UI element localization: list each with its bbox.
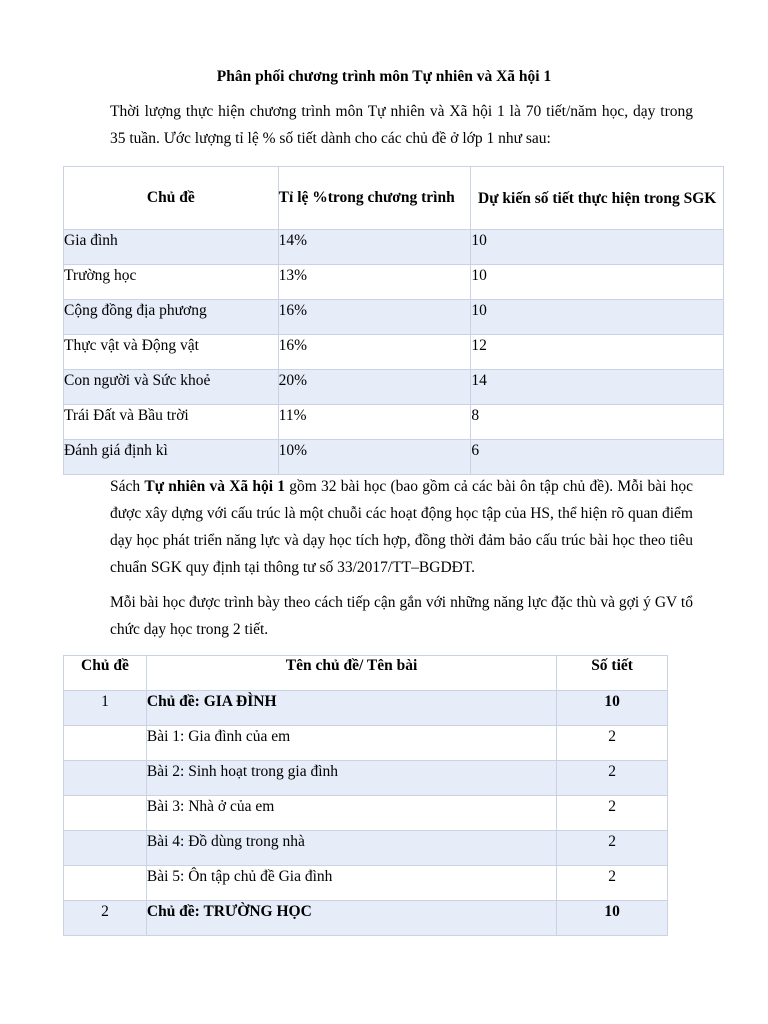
table-cell: 2: [557, 866, 668, 901]
table-cell: Bài 3: Nhà ở của em: [146, 796, 556, 831]
lesson-schedule-table: [63, 655, 668, 936]
table-row: [64, 691, 668, 726]
table-row: [64, 335, 724, 370]
table-cell: Chủ đề: GIA ĐÌNH: [146, 691, 556, 726]
table-cell: Bài 2: Sinh hoạt trong gia đình: [146, 761, 556, 796]
table-cell: Con người và Sức khoẻ: [64, 370, 279, 405]
table-cell: Đánh giá định kì: [64, 440, 279, 475]
table-header-row: [64, 167, 724, 230]
table-cell: 20%: [278, 370, 471, 405]
table-row: [64, 370, 724, 405]
table-cell: 14%: [278, 230, 471, 265]
paragraph-text: gồm 32 bài học (bao gồm cả các bài ôn tập chủ đề). Mỗi bài học được xây dựng với cấu trúc là một chuỗi các hoạt động học tập của HS, thể hiện rõ quan điểm dạy học phát triển năng lực và dạy học tích hợp, đồng thời đảm bảo cấu trúc bài học theo tiêu chuẩn SGK quy định tại thông tư số 33/2017/TT–BGDĐT.: [110, 478, 693, 576]
table-cell: Gia đình: [64, 230, 279, 265]
table-cell: 6: [471, 440, 724, 475]
column-header: Chủ đề: [64, 167, 279, 230]
column-header: Tỉ lệ %trong chương trình: [278, 167, 471, 230]
table-cell: [64, 726, 147, 761]
table-cell: [64, 866, 147, 901]
column-header: Số tiết: [557, 656, 668, 691]
book-description-paragraph: [110, 473, 693, 581]
table-cell: [64, 761, 147, 796]
table-cell: Cộng đồng địa phương: [64, 300, 279, 335]
table-cell: Trái Đất và Bầu trời: [64, 405, 279, 440]
table-cell: 16%: [278, 300, 471, 335]
table-cell: 12: [471, 335, 724, 370]
table-row: [64, 300, 724, 335]
table-row: [64, 761, 668, 796]
table-row: [64, 440, 724, 475]
table-cell: 2: [64, 901, 147, 936]
table-cell: 10%: [278, 440, 471, 475]
table-cell: 2: [557, 726, 668, 761]
table-cell: Bài 4: Đồ dùng trong nhà: [146, 831, 556, 866]
table-cell: 2: [557, 796, 668, 831]
table-cell: 2: [557, 761, 668, 796]
table-cell: 16%: [278, 335, 471, 370]
paragraph-text: Sách: [110, 478, 145, 495]
table-cell: 10: [557, 691, 668, 726]
table-cell: 11%: [278, 405, 471, 440]
intro-paragraph: Thời lượng thực hiện chương trình môn Tự nhiên và Xã hội 1 là 70 tiết/năm học, dạy trong 35 tuần. Ước lượng tỉ lệ % số tiết dành cho các chủ đề ở lớp 1 như sau:: [110, 103, 693, 147]
table-cell: 8: [471, 405, 724, 440]
table-row: [64, 831, 668, 866]
document-title: Phân phối chương trình môn Tự nhiên và Xã hội 1: [216, 68, 552, 85]
table-cell: 10: [471, 230, 724, 265]
table-cell: Trường học: [64, 265, 279, 300]
column-header: Dự kiến số tiết thực hiện trong SGK: [471, 167, 724, 230]
table-row: [64, 796, 668, 831]
table-cell: 13%: [278, 265, 471, 300]
table-row: [64, 265, 724, 300]
table-cell: 1: [64, 691, 147, 726]
table-cell: 10: [471, 300, 724, 335]
column-header: Tên chủ đề/ Tên bài: [146, 656, 556, 691]
table-cell: [64, 831, 147, 866]
table-row: [64, 726, 668, 761]
table-cell: 2: [557, 831, 668, 866]
table-cell: Chủ đề: TRƯỜNG HỌC: [146, 901, 556, 936]
table-cell: Bài 1: Gia đình của em: [146, 726, 556, 761]
book-title: Tự nhiên và Xã hội 1: [144, 478, 286, 495]
column-header: Chủ đề: [64, 656, 147, 691]
table-row: [64, 866, 668, 901]
table-cell: 14: [471, 370, 724, 405]
table-cell: 10: [471, 265, 724, 300]
table-cell: Bài 5: Ôn tập chủ đề Gia đình: [146, 866, 556, 901]
table-header-row: [64, 656, 668, 691]
table-cell: Thực vật và Động vật: [64, 335, 279, 370]
table-cell: 10: [557, 901, 668, 936]
table-row: [64, 901, 668, 936]
lesson-structure-paragraph: Mỗi bài học được trình bày theo cách tiếp cận gắn với những năng lực đặc thù và gợi ý GV tổ chức dạy học trong 2 tiết.: [110, 594, 693, 638]
table-row: [64, 405, 724, 440]
table-row: [64, 230, 724, 265]
topic-ratio-table: [63, 166, 724, 475]
table-cell: [64, 796, 147, 831]
